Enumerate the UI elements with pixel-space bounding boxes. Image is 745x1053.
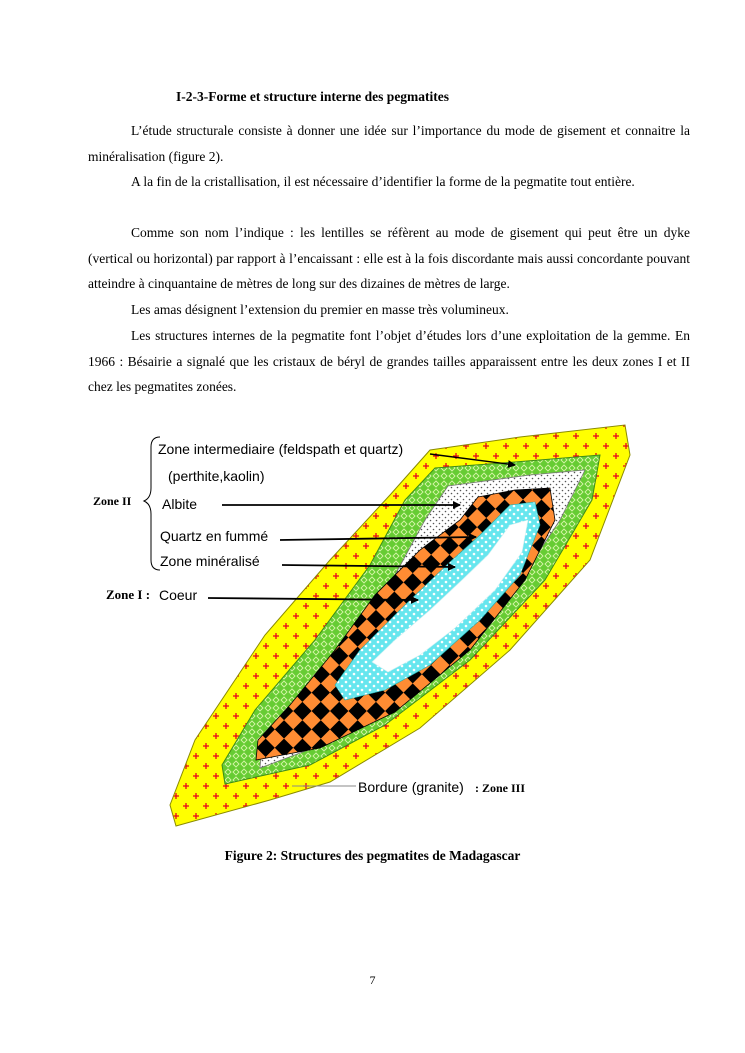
label-zone-mineralise: Zone minéralisé	[160, 553, 260, 569]
label-quartz-fumme: Quartz en fummé	[160, 528, 269, 544]
paragraph-2-text: A la fin de la cristallisation, il est nécessaire d’identifier la forme de la pegmatite tout entière.	[131, 174, 635, 189]
page-number: 7	[369, 973, 376, 987]
paragraph-3	[88, 220, 690, 297]
pegmatite-diagram	[0, 410, 745, 830]
label-intermediaire: Zone intermediaire (feldspath et quartz)	[158, 441, 404, 457]
figure-caption: Figure 2: Structures des pegmatites de Madagascar	[224, 848, 521, 863]
paragraph-2	[88, 169, 690, 195]
paragraph-5-text: Les structures internes de la pegmatite font l’objet d’études lors d’une exploitation de la gemme. En 1966 : Bésairie a signalé que les cristaux de béryl de grandes tailles apparaissent entre les deux zones I et II chez les pegmatites zonées.	[88, 328, 690, 394]
paragraph-4-text: Les amas désignent l’extension du premier en masse très volumineux.	[131, 302, 509, 317]
label-coeur: Coeur	[159, 587, 198, 603]
paragraph-1	[88, 118, 690, 169]
label-bordure: Bordure (granite)	[358, 779, 464, 795]
label-zone-iii: : Zone III	[475, 781, 526, 795]
paragraph-4	[88, 297, 690, 323]
pegmatite-figure	[0, 410, 745, 830]
label-zone-i: Zone I :	[106, 587, 151, 602]
label-zone-ii: Zone II	[93, 494, 132, 508]
paragraph-1-text: L’étude structurale consiste à donner une idée sur l’importance du mode de gisement et connaitre la minéralisation (figure 2).	[88, 123, 690, 164]
section-heading: I-2-3-Forme et structure interne des pegmatites	[176, 89, 450, 104]
label-albite: Albite	[162, 496, 198, 512]
paragraph-5	[88, 323, 690, 400]
paragraph-3-text: Comme son nom l’indique : les lentilles se réfèrent au mode de gisement qui peut être un dyke (vertical ou horizontal) par rapport à l’encaissant : elle est à la fois discordante mais aussi concordante pouvant atteindre à cinquantaine de mètres de long sur des dizaines de mètres de large.	[88, 225, 690, 291]
label-perthite: (perthite,kaolin)	[168, 468, 265, 484]
